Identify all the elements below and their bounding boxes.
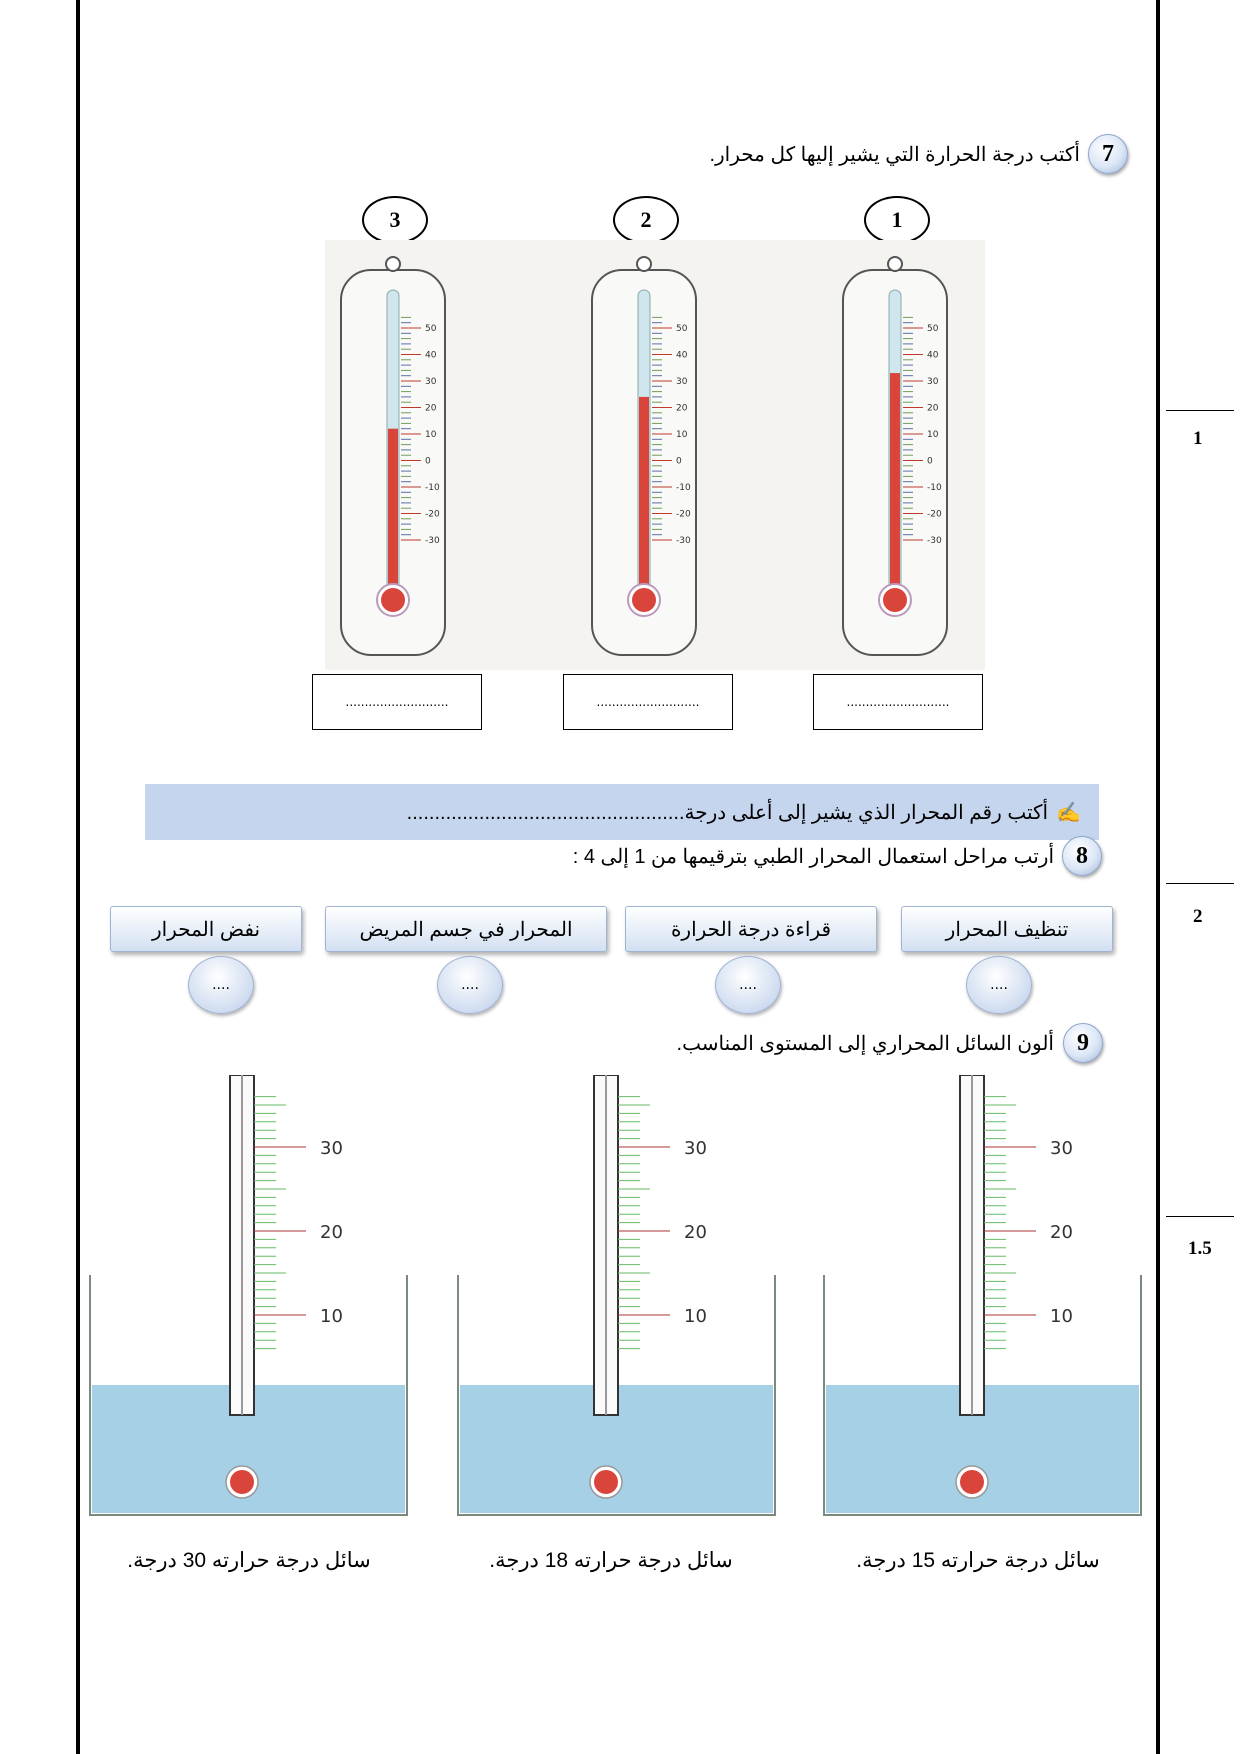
question-9-text: ألون السائل المحراري إلى المستوى المناسب. (676, 1033, 1054, 1055)
thermometer-2-scale-label: -10 (676, 483, 691, 493)
thermometer-2-bulb (632, 588, 656, 612)
bonus-question-text: أكتب رقم المحرار الذي يشير إلى أعلى درجة.................................................. (406, 801, 1049, 824)
score-line-2 (1166, 883, 1234, 884)
beaker-15-scale-label: 10 (1050, 1306, 1073, 1327)
beaker-30-scale-label: 10 (320, 1306, 343, 1327)
answer-box-1-dots: ........................... (846, 695, 950, 709)
step-box-clean-thermometer: تنظيف المحرار (901, 906, 1113, 952)
thermometer-2-scale-label: 30 (676, 377, 688, 387)
thermometer-3-mercury (388, 429, 398, 590)
left-margin-line (76, 0, 80, 1754)
step-order-circle-3[interactable]: .... (437, 956, 503, 1014)
thermometer-label-2: 2 (613, 196, 679, 244)
thermometer-3-scale-label: 40 (425, 350, 437, 361)
beaker-15-scale-label: 20 (1050, 1222, 1073, 1243)
thermometer-1-scale-label: 30 (927, 377, 939, 387)
thermometer-label-3: 3 (362, 196, 428, 244)
beaker-30-scale-label: 30 (320, 1138, 343, 1159)
answer-box-2-dots: ........................... (596, 695, 700, 709)
answer-box-3-dots: ........................... (345, 695, 449, 709)
thermometer-2-scale-label: 40 (676, 350, 688, 361)
thermometer-2-scale-label: 20 (676, 403, 688, 414)
score-line-3 (1166, 1216, 1234, 1217)
beaker-15-scale-label: 30 (1050, 1138, 1073, 1159)
thermometer-1-scale-label: -30 (927, 536, 942, 546)
thermometer-3-scale-label: -20 (425, 509, 440, 520)
thermometer-1-scale-label: 10 (927, 430, 939, 440)
pencil-hand-icon: ✍ (1056, 801, 1081, 824)
caption-beaker-30: سائل درجة حرارته 30 درجة. (127, 1549, 371, 1572)
score-line-1 (1166, 410, 1234, 411)
beaker-30-bulb (230, 1470, 254, 1494)
beaker-18-scale-label: 30 (684, 1138, 707, 1159)
answer-box-3[interactable] (312, 674, 482, 730)
thermometer-1-bulb (883, 588, 907, 612)
score-q7: 1 (1193, 428, 1203, 449)
thermometer-1-scale-label: 20 (927, 403, 939, 414)
thermometer-3-bulb (381, 588, 405, 612)
thermometer-1-scale-label: 40 (927, 350, 939, 361)
step-box-thermometer-in-patient: المحرار في جسم المريض (325, 906, 607, 952)
beaker-15-bulb (960, 1470, 984, 1494)
beaker-30-scale-label: 20 (320, 1222, 343, 1243)
score-q9: 1.5 (1188, 1238, 1212, 1259)
thermometer-2-hook (637, 257, 651, 271)
thermometer-3-scale-label: 0 (425, 456, 431, 467)
thermometer-3-hook (386, 257, 400, 271)
beaker-18-bulb (594, 1470, 618, 1494)
thermometer-3-scale-label: 20 (425, 403, 437, 414)
beaker-18-scale-label: 10 (684, 1306, 707, 1327)
thermometer-2-scale-label: 0 (676, 456, 682, 467)
bonus-question-banner (145, 784, 1099, 840)
thermometer-1-scale-label: -20 (927, 509, 942, 520)
thermometer-2-scale-label: -20 (676, 509, 691, 520)
thermometer-label-1: 1 (864, 196, 930, 244)
answer-box-2[interactable] (563, 674, 733, 730)
thermometer-3-scale-label: -30 (425, 536, 440, 546)
answer-box-1[interactable] (813, 674, 983, 730)
thermometer-3-scale-label: 50 (425, 324, 437, 334)
step-box-read-temperature: قراءة درجة الحرارة (625, 906, 877, 952)
thermometer-3-scale-label: -10 (425, 483, 440, 493)
thermometers-illustration (325, 240, 985, 670)
thermometer-2-scale-label: 50 (676, 324, 688, 334)
right-margin-line (1156, 0, 1160, 1754)
question-8-number: 8 (1062, 836, 1102, 876)
question-7-number: 7 (1088, 134, 1128, 174)
thermometer-1-scale-label: 0 (927, 456, 933, 467)
thermometer-1-mercury (890, 373, 900, 590)
score-q8: 2 (1193, 906, 1203, 927)
beakers-illustration (85, 1075, 1155, 1535)
question-9-number: 9 (1063, 1023, 1103, 1063)
thermometer-2-scale-label: 10 (676, 430, 688, 440)
thermometer-2-scale-label: -30 (676, 536, 691, 546)
thermometer-1-hook (888, 257, 902, 271)
thermometer-1-scale-label: -10 (927, 483, 942, 493)
thermometer-3-scale-label: 10 (425, 430, 437, 440)
beaker-18-scale-label: 20 (684, 1222, 707, 1243)
thermometer-1-scale-label: 50 (927, 324, 939, 334)
thermometer-2-mercury (639, 397, 649, 590)
thermometer-3-scale-label: 30 (425, 377, 437, 387)
step-order-circle-4[interactable]: .... (188, 956, 254, 1014)
question-7-text: أكتب درجة الحرارة التي يشير إليها كل محرار. (709, 144, 1080, 166)
step-order-circle-1[interactable]: .... (966, 956, 1032, 1014)
question-8-text: أرتب مراحل استعمال المحرار الطبي بترقيمها من 1 إلى 4 : (572, 846, 1054, 868)
step-box-shake-thermometer: نفض المحرار (110, 906, 302, 952)
caption-beaker-18: سائل درجة حرارته 18 درجة. (489, 1549, 733, 1572)
caption-beaker-15: سائل درجة حرارته 15 درجة. (856, 1549, 1100, 1572)
step-order-circle-2[interactable]: .... (715, 956, 781, 1014)
